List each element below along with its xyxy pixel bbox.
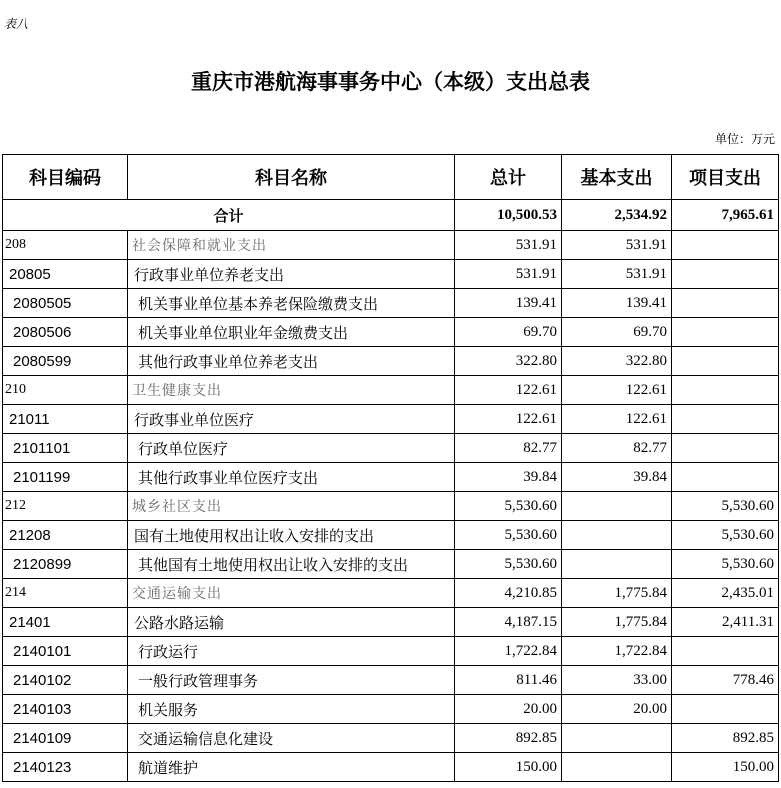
table-row <box>3 550 779 579</box>
total-cell: 5,530.60 <box>455 521 562 550</box>
project-cell: 2,411.31 <box>672 608 779 637</box>
name-cell: 国有土地使用权出让收入安排的支出 <box>128 521 455 550</box>
code-cell: 21208 <box>3 521 128 550</box>
total-basic: 2,534.92 <box>562 200 672 231</box>
name-cell: 其他行政事业单位医疗支出 <box>128 463 455 492</box>
total-cell: 322.80 <box>455 347 562 376</box>
header-basic: 基本支出 <box>562 155 672 200</box>
total-cell: 20.00 <box>455 695 562 724</box>
name-cell: 一般行政管理事务 <box>128 666 455 695</box>
page-title: 重庆市港航海事事务中心（本级）支出总表 <box>191 70 590 94</box>
name-cell: 公路水路运输 <box>128 608 455 637</box>
basic-cell <box>562 521 672 550</box>
basic-cell: 20.00 <box>562 695 672 724</box>
table-row <box>3 695 779 724</box>
code-cell: 214 <box>3 579 128 608</box>
table-row <box>3 492 779 521</box>
basic-cell: 1,775.84 <box>562 608 672 637</box>
table-row <box>3 666 779 695</box>
total-cell: 39.84 <box>455 463 562 492</box>
basic-cell: 33.00 <box>562 666 672 695</box>
code-cell: 21401 <box>3 608 128 637</box>
basic-cell: 531.91 <box>562 260 672 289</box>
basic-cell: 122.61 <box>562 405 672 434</box>
name-cell: 行政事业单位养老支出 <box>128 260 455 289</box>
project-cell: 5,530.60 <box>672 521 779 550</box>
total-cell: 150.00 <box>455 753 562 782</box>
name-cell: 交通运输信息化建设 <box>128 724 455 753</box>
project-cell: 2,435.01 <box>672 579 779 608</box>
project-cell: 5,530.60 <box>672 492 779 521</box>
code-cell: 2140102 <box>3 666 128 695</box>
project-cell <box>672 695 779 724</box>
name-cell: 卫生健康支出 <box>128 376 455 405</box>
table-row <box>3 405 779 434</box>
code-cell: 2101101 <box>3 434 128 463</box>
basic-cell: 39.84 <box>562 463 672 492</box>
project-cell <box>672 434 779 463</box>
project-cell: 778.46 <box>672 666 779 695</box>
table-row <box>3 289 779 318</box>
name-cell: 交通运输支出 <box>128 579 455 608</box>
name-cell: 行政事业单位医疗 <box>128 405 455 434</box>
basic-cell: 322.80 <box>562 347 672 376</box>
name-cell: 其他国有土地使用权出让收入安排的支出 <box>128 550 455 579</box>
table-row <box>3 637 779 666</box>
total-cell: 4,187.15 <box>455 608 562 637</box>
project-cell <box>672 376 779 405</box>
table-row <box>3 463 779 492</box>
total-cell: 69.70 <box>455 318 562 347</box>
project-cell <box>672 463 779 492</box>
expenditure-table <box>2 154 779 782</box>
table-row <box>3 231 779 260</box>
total-cell: 82.77 <box>455 434 562 463</box>
table-row <box>3 318 779 347</box>
name-cell: 机关服务 <box>128 695 455 724</box>
table-number-label: 表八 <box>4 17 29 31</box>
total-row <box>3 200 779 231</box>
header-name: 科目名称 <box>128 155 455 200</box>
basic-cell <box>562 753 672 782</box>
project-cell <box>672 231 779 260</box>
total-cell: 531.91 <box>455 231 562 260</box>
total-cell: 811.46 <box>455 666 562 695</box>
name-cell: 其他行政事业单位养老支出 <box>128 347 455 376</box>
project-cell <box>672 405 779 434</box>
project-cell <box>672 318 779 347</box>
basic-cell: 531.91 <box>562 231 672 260</box>
name-cell: 行政运行 <box>128 637 455 666</box>
table-row <box>3 434 779 463</box>
basic-cell <box>562 724 672 753</box>
code-cell: 2140101 <box>3 637 128 666</box>
total-cell: 531.91 <box>455 260 562 289</box>
total-project: 7,965.61 <box>672 200 779 231</box>
basic-cell: 122.61 <box>562 376 672 405</box>
name-cell: 航道维护 <box>128 753 455 782</box>
table-row <box>3 724 779 753</box>
total-cell: 139.41 <box>455 289 562 318</box>
basic-cell: 69.70 <box>562 318 672 347</box>
code-cell: 2101199 <box>3 463 128 492</box>
header-code: 科目编码 <box>3 155 128 200</box>
total-cell: 122.61 <box>455 405 562 434</box>
code-cell: 21011 <box>3 405 128 434</box>
table-row <box>3 376 779 405</box>
table-row <box>3 753 779 782</box>
code-cell: 208 <box>3 231 128 260</box>
code-cell: 2080599 <box>3 347 128 376</box>
name-cell: 城乡社区支出 <box>128 492 455 521</box>
code-cell: 2120899 <box>3 550 128 579</box>
header-project: 项目支出 <box>672 155 779 200</box>
project-cell <box>672 637 779 666</box>
basic-cell: 1,775.84 <box>562 579 672 608</box>
total-label: 合计 <box>3 200 455 231</box>
header-row <box>3 155 779 200</box>
total-cell: 5,530.60 <box>455 550 562 579</box>
project-cell: 892.85 <box>672 724 779 753</box>
code-cell: 2140123 <box>3 753 128 782</box>
table-row <box>3 608 779 637</box>
total-cell: 5,530.60 <box>455 492 562 521</box>
project-cell <box>672 347 779 376</box>
table-row <box>3 521 779 550</box>
name-cell: 社会保障和就业支出 <box>128 231 455 260</box>
code-cell: 2080505 <box>3 289 128 318</box>
basic-cell: 139.41 <box>562 289 672 318</box>
name-cell: 机关事业单位职业年金缴费支出 <box>128 318 455 347</box>
code-cell: 2140103 <box>3 695 128 724</box>
name-cell: 机关事业单位基本养老保险缴费支出 <box>128 289 455 318</box>
unit-label: 单位：万元 <box>714 132 775 146</box>
code-cell: 210 <box>3 376 128 405</box>
code-cell: 20805 <box>3 260 128 289</box>
total-cell: 4,210.85 <box>455 579 562 608</box>
table-row <box>3 579 779 608</box>
total-cell: 892.85 <box>455 724 562 753</box>
project-cell <box>672 289 779 318</box>
total-cell: 1,722.84 <box>455 637 562 666</box>
code-cell: 212 <box>3 492 128 521</box>
total-cell: 122.61 <box>455 376 562 405</box>
code-cell: 2140109 <box>3 724 128 753</box>
table-row <box>3 347 779 376</box>
total-sum: 10,500.53 <box>455 200 562 231</box>
project-cell: 150.00 <box>672 753 779 782</box>
code-cell: 2080506 <box>3 318 128 347</box>
table-row <box>3 260 779 289</box>
basic-cell <box>562 492 672 521</box>
project-cell: 5,530.60 <box>672 550 779 579</box>
basic-cell <box>562 550 672 579</box>
name-cell: 行政单位医疗 <box>128 434 455 463</box>
header-total: 总计 <box>455 155 562 200</box>
basic-cell: 1,722.84 <box>562 637 672 666</box>
basic-cell: 82.77 <box>562 434 672 463</box>
project-cell <box>672 260 779 289</box>
